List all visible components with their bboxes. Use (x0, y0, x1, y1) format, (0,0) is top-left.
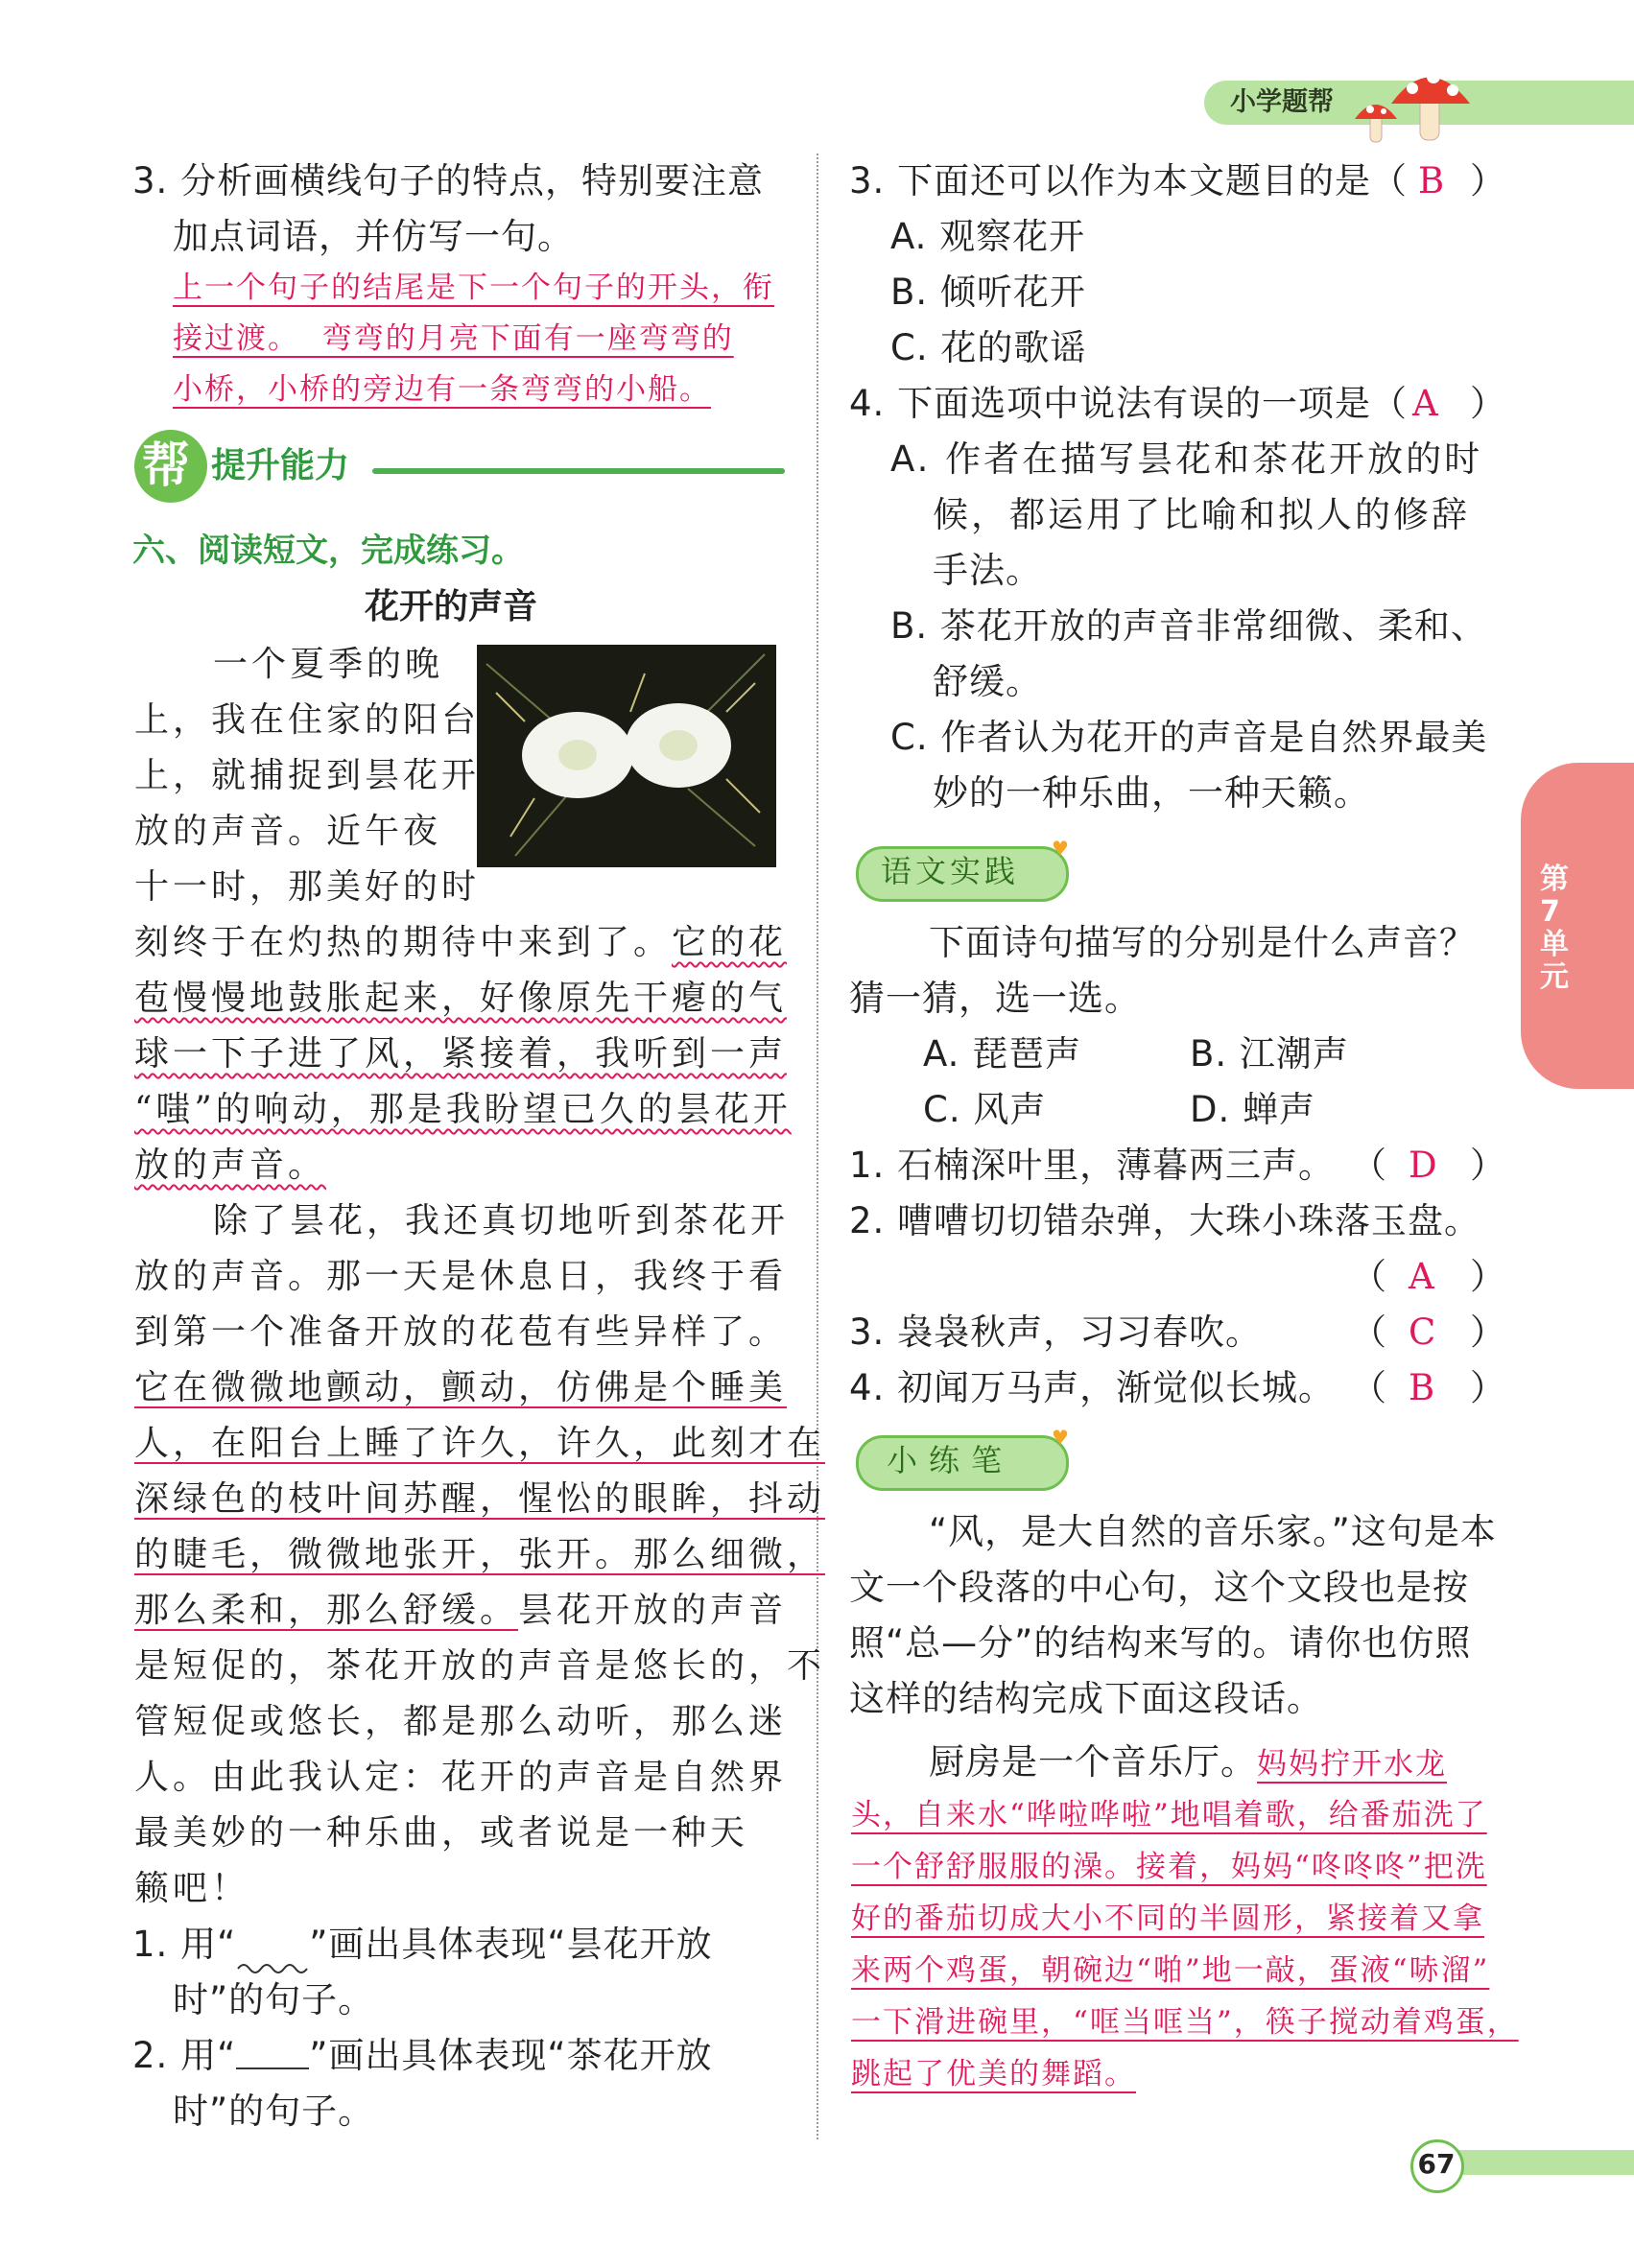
q4-option-c-l1: C. 作者认为花开的声音是自然界最美 (890, 717, 1488, 758)
choice-b: B. 江潮声 (1190, 1033, 1349, 1075)
p2-line3: 到第一个准备开放的花苞有些异样了。 (134, 1312, 788, 1352)
mushroom-icon (1353, 56, 1478, 148)
p2-line13: 籁吧！ (134, 1869, 250, 1908)
p1-line3: 上，就捕捉到昙花开 (134, 756, 481, 795)
writing-ans-6: 跳起了优美的舞蹈。 (851, 2057, 1136, 2091)
unit-tab-label: 第7单元 (1540, 862, 1569, 994)
writing-start: 厨房是一个音乐厅。 (929, 1741, 1257, 1783)
p1-line10-wavy: 放的声音。 (134, 1146, 327, 1185)
p1-line5: 十一时，那美好的时 (134, 867, 481, 907)
q4-option-c-l2: 妙的一种乐曲，一种天籁。 (933, 772, 1370, 814)
choice-a: A. 琵琶声 (923, 1033, 1082, 1075)
left-q3-line1: 3. 分析画横线句子的特点，特别要注意 (132, 160, 765, 201)
subq2-suffix: ”画出具体表现“茶花开放 (309, 2035, 713, 2076)
writing-ans-5: 一下滑进碗里，“哐当哐当”，筷子搅动着鸡蛋， (851, 2005, 1519, 2040)
p2-line7 (134, 1527, 825, 1584)
p2-line8-under: 那么柔和，那么舒缓。 (134, 1591, 519, 1630)
p1-line9-wavy: “嗤”的响动，那是我盼望已久的昙花开 (134, 1090, 792, 1129)
subq1-prefix: 1. 用“ (132, 1924, 237, 1965)
q4-option-a-l1: A. 作者在描写昙花和茶花开放的时 (890, 438, 1483, 480)
footer-band (1449, 2150, 1634, 2175)
subq1-line1 (132, 1917, 713, 1973)
q3-option-a: A. 观察花开 (890, 216, 1086, 257)
poem-3-close: ） (1470, 1311, 1506, 1353)
poem-2-close: ） (1470, 1256, 1506, 1297)
q3-answer-line2: 接过渡。 弯弯的月亮下面有一座弯弯的 (173, 321, 734, 356)
writing-para-4: 这样的结构完成下面这段话。 (849, 1678, 1323, 1719)
left-q3-line2: 加点词语，并仿写一句。 (173, 216, 574, 257)
p1-line9 (134, 1082, 792, 1139)
reading-task: 六、阅读短文，完成练习。 (132, 532, 524, 570)
right-q3-close: ） (1470, 160, 1506, 201)
p2-line4 (134, 1360, 787, 1417)
right-q3-answer: B (1418, 160, 1446, 201)
p2-line8-plain: 昙花开放的声音 (518, 1591, 788, 1630)
poem-2-answer: A (1409, 1256, 1435, 1297)
subq2-line1 (132, 2028, 713, 2084)
column-divider (817, 154, 818, 2139)
poem-1-paren: （ (1351, 1145, 1387, 1186)
writing-para-3: 照“总—分”的结构来写的。请你也仿照 (849, 1622, 1472, 1664)
p2-line12: 最美妙的一种乐曲，或者说是一种天 (134, 1813, 749, 1853)
heart-icon-2: ♥ (1052, 1426, 1069, 1449)
writing-para-1: “风，是大自然的音乐家。”这句是本 (929, 1511, 1497, 1552)
writing-ans-2: 一个舒舒服服的澡。接着，妈妈“咚咚咚”把洗 (851, 1850, 1487, 1884)
poem-4-close: ） (1470, 1367, 1506, 1408)
subq2-prefix: 2. 用“ (132, 2035, 237, 2076)
writing-label: 小练笔 (887, 1442, 1014, 1478)
practice-label: 语文实践 (881, 853, 1020, 889)
q3-answer-line3: 小桥，小桥的旁边有一条弯弯的小船。 (173, 372, 711, 407)
p1-line6-wavy: 它的花 (672, 923, 788, 962)
poem-3: 3. 袅袅秋声，习习春吹。 (849, 1311, 1263, 1353)
p2-line9: 是短促的，茶花开放的声音是悠长的，不 (134, 1646, 826, 1686)
q4-option-a-l2: 候，都运用了比喻和拟人的修辞 (933, 494, 1470, 535)
passage-title: 花开的声音 (365, 587, 538, 626)
right-q4-close: ） (1470, 383, 1506, 424)
p1-line7-wavy: 苞慢慢地鼓胀起来，好像原先干瘪的气 (134, 979, 788, 1018)
writing-ans-3: 好的番茄切成大小不同的半圆形，紧接着又拿 (851, 1902, 1484, 1936)
poem-4-paren: （ (1351, 1367, 1387, 1408)
q4-option-b-l1: B. 茶花开放的声音非常细微、柔和、 (890, 605, 1487, 647)
p1-line8 (134, 1027, 787, 1083)
poem-2: 2. 嘈嘈切切错杂弹，大珠小珠落玉盘。 (849, 1200, 1481, 1241)
right-q4: 4. 下面选项中说法有误的一项是（ (849, 383, 1409, 424)
flower-photo (477, 645, 776, 867)
p2-line4-under: 它在微微地颤动，颤动，仿佛是个睡美 (134, 1368, 788, 1407)
poem-1: 1. 石楠深叶里，薄暮两三声。 (849, 1145, 1336, 1186)
right-q4-answer: A (1412, 383, 1439, 424)
subq1-wavy-sample (236, 1937, 309, 1956)
p2-line10: 管短促或悠长，都是那么动听，那么迷 (134, 1702, 788, 1741)
p1-line6-plain: 刻终于在灼热的期待中来到了。 (134, 923, 673, 962)
subq2-line2: 时”的句子。 (173, 2091, 375, 2132)
section-title: 提升能力 (211, 446, 350, 485)
p1-line4: 放的声音。近午夜 (134, 812, 442, 851)
heart-icon: ♥ (1052, 837, 1069, 860)
p2-line6 (134, 1472, 825, 1528)
practice-intro-2: 猜一猜，选一选。 (849, 978, 1141, 1019)
writing-answer-line1 (929, 1735, 1447, 1790)
subq1-line2: 时”的句子。 (173, 1979, 375, 2020)
practice-intro-1: 下面诗句描写的分别是什么声音？ (929, 922, 1476, 963)
poem-2-paren: （ (1351, 1256, 1387, 1297)
q3-option-b: B. 倾听花开 (890, 272, 1086, 313)
writing-ans-1: 头，自来水“哗啦哗啦”地唱着歌，给番茄洗了 (851, 1798, 1487, 1832)
q4-option-a-l3: 手法。 (933, 550, 1042, 591)
writing-ans-0: 妈妈拧开水龙 (1257, 1747, 1447, 1782)
unit-side-tab (1521, 763, 1634, 1089)
p1-line8-wavy: 球一下子进了风，紧接着，我听到一声 (134, 1034, 788, 1074)
poem-1-answer: D (1409, 1145, 1438, 1186)
p2-line6-under: 深绿色的枝叶间苏醒，惺忪的眼眸，抖动 (134, 1479, 826, 1519)
p1-line7 (134, 971, 787, 1028)
p1-line2: 上，我在住家的阳台 (134, 700, 481, 740)
poem-4: 4. 初闻万马声，渐觉似长城。 (849, 1367, 1336, 1408)
writing-ans-4: 来两个鸡蛋，朝碗边“啪”地一敲，蛋液“哧溜” (851, 1953, 1490, 1988)
right-q3: 3. 下面还可以作为本文题目的是（ (849, 160, 1409, 201)
p1-line1: 一个夏季的晚 (213, 645, 444, 684)
q3-answer-line1: 上一个句子的结尾是下一个句子的开头，衔 (173, 271, 774, 305)
p2-line11: 人。由此我认定：花开的声音是自然界 (134, 1758, 788, 1797)
p1-line6 (134, 915, 787, 972)
page-number: 67 (1417, 2148, 1456, 2180)
subq2-line-sample (236, 2046, 309, 2069)
p2-line8 (134, 1583, 787, 1640)
q3-option-c: C. 花的歌谣 (890, 327, 1087, 368)
p2-line2: 放的声音。那一天是休息日，我终于看 (134, 1257, 788, 1296)
choice-c: C. 风声 (923, 1089, 1047, 1130)
p2-line5 (134, 1416, 825, 1473)
choice-d: D. 蝉声 (1190, 1089, 1316, 1130)
poem-1-close: ） (1470, 1145, 1506, 1186)
poem-4-answer: B (1409, 1367, 1436, 1408)
p2-line7-under: 的睫毛，微微地张开，张开。那么细微， (134, 1535, 826, 1574)
poem-3-answer: C (1409, 1311, 1437, 1353)
q4-option-b-l2: 舒缓。 (933, 661, 1042, 702)
section-badge-char: 帮 (142, 437, 190, 493)
header-brand: 小学题帮 (1230, 87, 1334, 117)
writing-para-2: 文一个段落的中心句，这个文段也是按 (849, 1567, 1469, 1608)
section-title-rule (372, 468, 785, 474)
p1-line10 (134, 1138, 326, 1194)
p2-line1: 除了昙花，我还真切地听到茶花开 (213, 1201, 790, 1240)
poem-3-paren: （ (1351, 1311, 1387, 1353)
p2-line5-under: 人，在阳台上睡了许久，许久，此刻才在 (134, 1424, 826, 1463)
subq1-suffix: ”画出具体表现“昙花开放 (309, 1924, 713, 1965)
